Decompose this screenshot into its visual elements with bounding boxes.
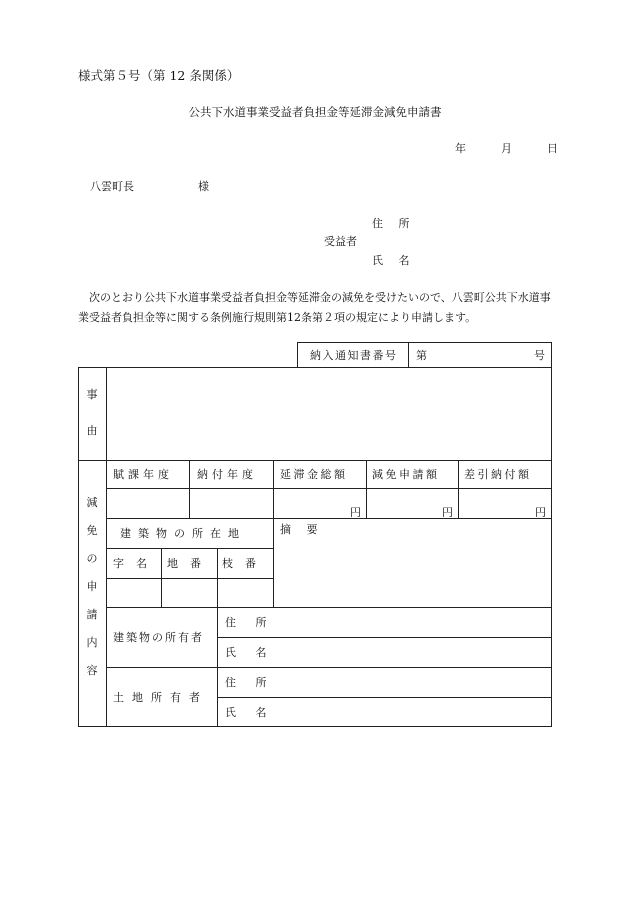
date-year-label: 年 [455,142,466,155]
summary-label: 摘 要 [280,523,324,536]
date-day-label: 日 [547,142,558,155]
land-owner-address-field[interactable] [275,668,551,697]
location-chiban-field[interactable] [162,579,217,607]
yen-unit-reduction: 円 [442,506,453,519]
header-assessment-year: 賦課年度 [113,468,173,481]
building-owner-name-field[interactable] [275,638,551,667]
location-chiban-label: 地番 [167,557,213,570]
applicant-beneficiary-label: 受益者 [324,235,357,248]
side-label-char-1: 減 [86,496,98,509]
reason-label-char-1: 事 [86,388,98,401]
payment-year-field[interactable] [190,489,273,518]
location-edaban-field[interactable] [218,579,273,607]
side-label-char-4: 申 [86,580,98,593]
yen-unit-late-fee: 円 [350,506,361,519]
addressee-honorific: 様 [198,180,209,193]
building-owner-name-label: 氏 名 [225,646,275,659]
applicant-address-label: 住 所 [372,217,416,230]
land-owner-name-label: 氏 名 [225,706,275,719]
land-owner-label: 土地所有者 [113,691,208,704]
reason-field[interactable] [107,368,551,460]
side-label-char-5: 請 [86,608,98,621]
notice-dai-label: 第 [416,348,427,362]
building-location-label: 建築物の所在地 [120,527,246,540]
land-owner-address-label: 住 所 [225,676,275,689]
header-net-payment: 差引納付額 [464,468,532,481]
notice-go-label: 号 [534,348,545,362]
yen-unit-net-payment: 円 [535,506,546,519]
reason-label [80,386,104,438]
request-body-text: 次のとおり公共下水道事業受益者負担金等延滞金の減免を受けたいので、八雲町公共下水道事業受益者負担金等に関する条例施行規則第12条第２項の規定により申請します。 [78,291,551,324]
document-title: 公共下水道事業受益者負担金等延滞金減免申請書 [188,105,442,119]
assessment-year-field[interactable] [107,489,189,518]
summary-field[interactable] [274,538,551,607]
location-edaban-label: 枝番 [222,557,268,570]
reason-label-char-2: 由 [86,424,98,437]
building-owner-label: 建築物の所有者 [113,631,204,644]
side-label-char-6: 内 [86,636,98,649]
reduction-content-label [80,494,104,678]
notice-number-label: 納入通知書番号 [310,348,398,362]
header-reduction-amount: 減免申請額 [372,468,440,481]
header-payment-year: 納付年度 [197,468,257,481]
date-line [455,140,558,156]
location-aza-field[interactable] [107,579,161,607]
building-owner-address-field[interactable] [275,608,551,637]
date-month-label: 月 [501,142,512,155]
addressee [90,178,209,194]
land-owner-name-field[interactable] [275,698,551,726]
addressee-name: 八雲町長 [90,180,134,193]
applicant-name-label: 氏 名 [372,254,416,267]
side-label-char-7: 容 [86,664,98,677]
form-number: 様式第５号（第 12 条関係） [78,68,240,83]
side-label-char-3: の [86,552,98,565]
location-aza-label: 字名 [113,557,159,570]
header-late-fee-total: 延滞金総額 [280,468,348,481]
building-owner-address-label: 住 所 [225,616,275,629]
side-label-char-2: 免 [86,524,98,537]
